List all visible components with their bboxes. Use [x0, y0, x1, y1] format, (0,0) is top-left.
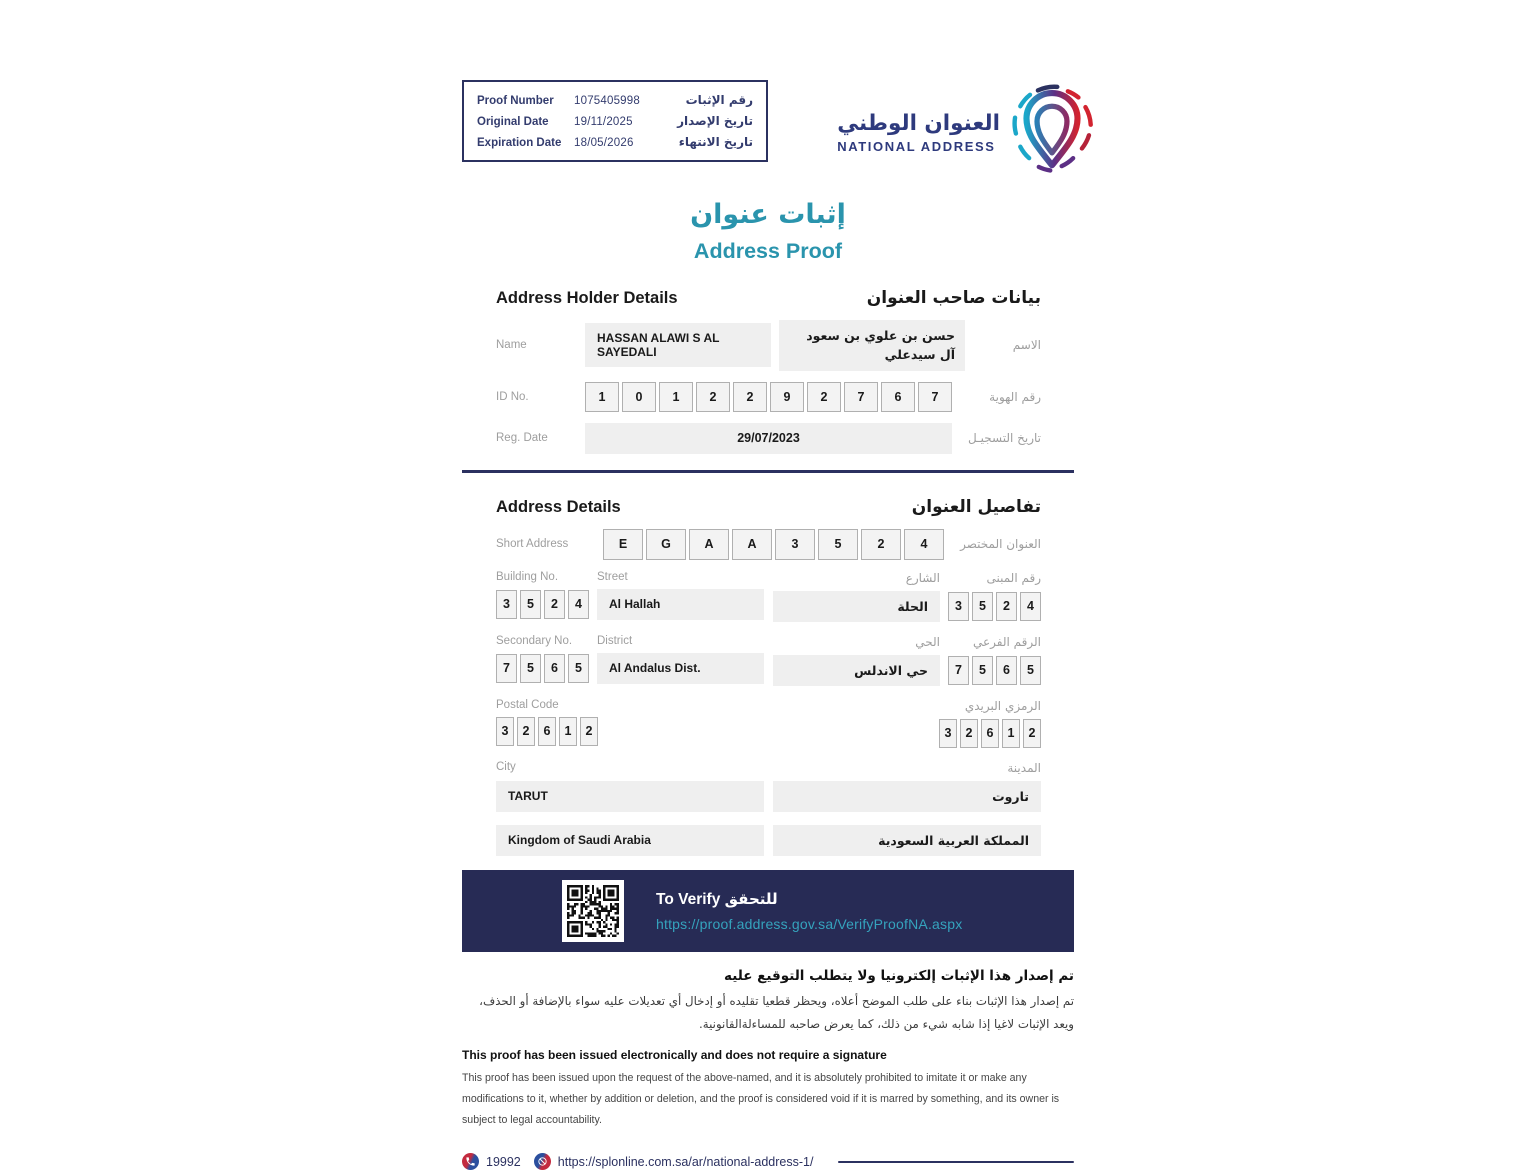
id-digit-boxes [585, 382, 952, 412]
postal-digit: 1 [1002, 719, 1020, 748]
city-label-ar: المدينة [1007, 760, 1041, 775]
street-label-en: Street [597, 570, 628, 583]
id-digit: 1 [659, 382, 693, 412]
verify-bar [462, 870, 1074, 952]
city-value-en: TARUT [496, 781, 764, 812]
verify-label-ar: للتحقق [724, 889, 778, 908]
postal-digit: 6 [538, 717, 556, 746]
short-address-char: G [646, 529, 686, 560]
building-digit: 5 [520, 590, 541, 619]
id-digit: 7 [844, 382, 878, 412]
document-header [462, 78, 1074, 183]
verify-heading [656, 890, 962, 909]
short-address-label-ar: العنوان المختصر [960, 537, 1041, 552]
building-label-ar: رقم المبنى [986, 570, 1041, 585]
id-row [462, 382, 1074, 412]
country-value-ar: المملكة العربية السعودية [773, 825, 1041, 856]
district-value-ar: حي الاندلس [773, 655, 940, 686]
short-address-char: E [603, 529, 643, 560]
footer-divider-line [838, 1161, 1074, 1164]
building-digit: 2 [996, 592, 1017, 621]
name-value-ar: حسن بن علوي بن سعود آل سيدعلي [779, 320, 965, 371]
support-phone-number: 19992 [486, 1154, 521, 1169]
short-address-boxes [603, 529, 944, 560]
qr-code [562, 880, 624, 942]
globe-icon [534, 1153, 551, 1170]
name-value-en: HASSAN ALAWI S AL SAYEDALI [585, 323, 771, 367]
district-label-ar: الحي [915, 634, 940, 649]
logo-title-english: NATIONAL ADDRESS [837, 139, 996, 154]
id-digit: 9 [770, 382, 804, 412]
expiration-date-label-en: Expiration Date [477, 137, 562, 149]
building-street-ar [773, 571, 1074, 622]
footer-url-link[interactable]: https://splonline.com.sa/ar/national-address-1/ [557, 1154, 814, 1169]
reg-date-value: 29/07/2023 [585, 423, 952, 454]
secondary-digit: 5 [520, 654, 541, 683]
holder-section-heading [462, 288, 1074, 308]
id-digit: 2 [733, 382, 767, 412]
expiration-date-value: 18/05/2026 [574, 137, 634, 149]
building-street-en [462, 571, 764, 622]
proof-number-value: 1075405998 [574, 95, 640, 107]
country-value-en: Kingdom of Saudi Arabia [496, 825, 764, 856]
disclaimer-heading-en: This proof has been issued electronically and does not require a signature [462, 1047, 887, 1062]
disclaimer-body-en: This proof has been issued upon the request of the above-named, and it is absolutely prohibited to imitate it or make any modifications to it, whether by addition or deletion, and the proof is considered void if it is marred by something, and its owner is subject to legal accountability. [462, 1071, 1060, 1127]
short-address-char: 2 [861, 529, 901, 560]
building-digit: 4 [568, 590, 589, 619]
disclaimer-heading-ar: تم إصدار هذا الإثبات إلكترونيا ولا يتطلب التوقيع عليه [724, 967, 1074, 984]
street-value-en: Al Hallah [597, 589, 764, 620]
short-address-char: 5 [818, 529, 858, 560]
secondary-digit: 6 [544, 654, 565, 683]
postal-boxes-en [496, 717, 598, 746]
disclaimer-english [462, 1048, 1074, 1132]
reg-date-row [462, 423, 1074, 454]
building-digit: 4 [1020, 592, 1041, 621]
original-date-label-en: Original Date [477, 116, 549, 128]
postal-digit: 2 [960, 719, 978, 748]
address-heading-en: Address Details [496, 497, 621, 516]
proof-number-label-en: Proof Number [477, 95, 554, 107]
building-street-row [462, 571, 1074, 622]
building-boxes-ar [948, 592, 1041, 621]
id-digit: 2 [807, 382, 841, 412]
proof-number-row [477, 93, 753, 107]
disclaimer-body-ar: تم إصدار هذا الإثبات بناء على طلب الموضح أعلاه، ويحظر قطعيا تقليده أو إدخال أي تعديلات عليه سواء بالإضافة أو الحذف، ويعد الإثبات لاغيا إذا شابه شيء من ذلك، كما يعرض صاحبه للمساءلةالقانونية. [479, 993, 1074, 1031]
secondary-district-en [462, 635, 764, 686]
short-address-char: 3 [775, 529, 815, 560]
id-label-ar: رقم الهوية [989, 389, 1041, 404]
secondary-digit: 5 [1020, 656, 1041, 685]
proof-meta-box [462, 80, 768, 162]
reg-date-label-ar: تاريخ التسجيـل [968, 431, 1041, 446]
country-row [462, 825, 1074, 856]
expiration-date-label-ar: تاريخ الانتهاء [678, 135, 753, 149]
postal-label-en: Postal Code [496, 698, 559, 711]
postal-digit: 2 [580, 717, 598, 746]
national-address-logo [837, 82, 1096, 183]
postal-digit: 1 [559, 717, 577, 746]
building-digit: 3 [948, 592, 969, 621]
postal-digit: 2 [1023, 719, 1041, 748]
id-label-en: ID No. [496, 390, 529, 403]
postal-digit: 3 [939, 719, 957, 748]
original-date-row [477, 114, 753, 128]
document-title-english: Address Proof [693, 239, 843, 263]
postal-digit: 2 [517, 717, 535, 746]
document-footer [462, 1153, 1074, 1170]
document-title-arabic: إثبات عنوان [690, 199, 846, 230]
reg-date-label-en: Reg. Date [496, 432, 548, 445]
holder-heading-en: Address Holder Details [496, 289, 678, 307]
disclaimer-arabic [462, 968, 1074, 1036]
building-label-en: Building No. [496, 570, 559, 583]
postal-en [462, 699, 764, 748]
secondary-district-ar [773, 635, 1074, 686]
postal-code-row [462, 699, 1074, 748]
verify-label-en: To Verify [656, 890, 721, 908]
name-label-ar: الاسم [1012, 338, 1041, 353]
postal-label-ar: الرمزي البريدي [964, 698, 1041, 713]
original-date-value: 19/11/2025 [574, 116, 633, 128]
secondary-digit: 5 [972, 656, 993, 685]
city-value-ar: تاروت [773, 781, 1041, 812]
name-row [462, 320, 1074, 371]
phone-icon [462, 1153, 479, 1170]
district-value-en: Al Andalus Dist. [597, 653, 764, 684]
holder-heading-ar: بيانات صاحب العنوان [866, 288, 1041, 308]
city-label-en: City [496, 760, 516, 773]
verify-url-link[interactable]: https://proof.address.gov.sa/VerifyProofNA.aspx [656, 915, 963, 932]
postal-digit: 6 [981, 719, 999, 748]
building-digit: 5 [972, 592, 993, 621]
postal-ar [773, 699, 1074, 748]
city-row [462, 781, 1074, 812]
short-address-row [462, 529, 1074, 560]
secondary-digit: 7 [948, 656, 969, 685]
id-digit: 6 [881, 382, 915, 412]
map-pin-logo-icon [1008, 82, 1096, 183]
name-label-en: Name [496, 339, 527, 352]
id-digit: 2 [696, 382, 730, 412]
secondary-district-row [462, 635, 1074, 686]
id-digit: 7 [918, 382, 952, 412]
proof-number-label-ar: رقم الإثبات [685, 93, 753, 107]
secondary-label-ar: الرقم الفرعي [973, 634, 1041, 649]
address-section-heading [462, 497, 1074, 517]
logo-title-arabic: العنوان الوطني [837, 111, 1000, 136]
secondary-label-en: Secondary No. [496, 634, 573, 647]
id-digit: 0 [622, 382, 656, 412]
expiration-date-row [477, 135, 753, 149]
secondary-boxes-ar [948, 656, 1041, 685]
postal-digit: 3 [496, 717, 514, 746]
secondary-digit: 7 [496, 654, 517, 683]
id-digit: 1 [585, 382, 619, 412]
short-address-char: 4 [904, 529, 944, 560]
building-boxes-en [496, 590, 589, 619]
postal-boxes-ar [939, 719, 1041, 748]
district-label-en: District [597, 634, 633, 647]
section-divider [462, 470, 1074, 473]
address-heading-ar: تفاصيل العنوان [911, 496, 1041, 517]
street-value-ar: الحلة [773, 591, 940, 622]
building-digit: 3 [496, 590, 517, 619]
secondary-boxes-en [496, 654, 589, 683]
street-label-ar: الشارع [905, 570, 940, 585]
secondary-digit: 5 [568, 654, 589, 683]
building-digit: 2 [544, 590, 565, 619]
city-label-row [462, 761, 1074, 775]
secondary-digit: 6 [996, 656, 1017, 685]
short-address-char: A [689, 529, 729, 560]
short-address-label-en: Short Address [496, 538, 569, 551]
short-address-char: A [732, 529, 772, 560]
original-date-label-ar: تاريخ الإصدار [677, 114, 753, 128]
